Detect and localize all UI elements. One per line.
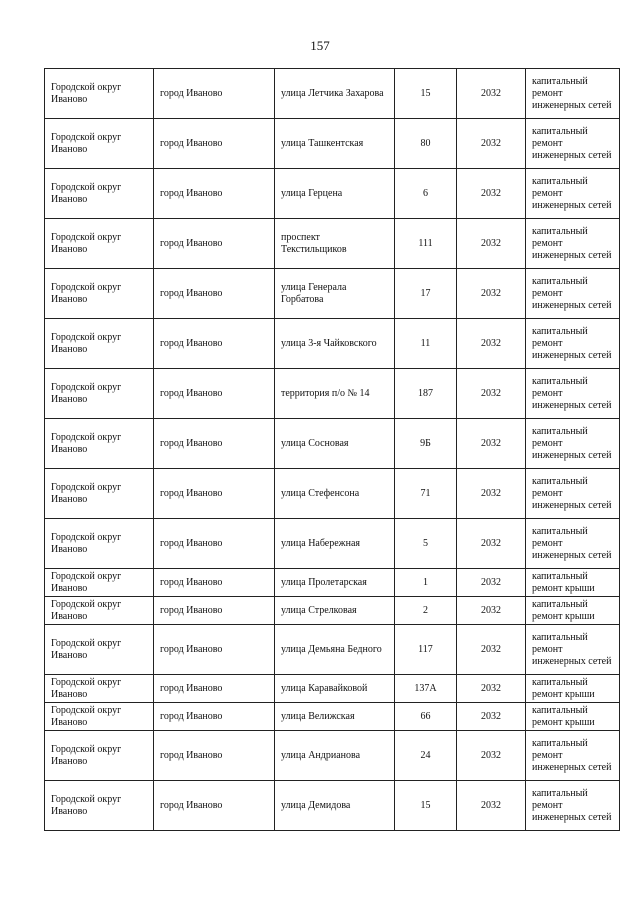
- region-cell: Городской округ Иваново: [45, 569, 154, 597]
- table-row: [45, 519, 620, 569]
- work-type-cell: капитальный ремонт крыши: [526, 675, 620, 703]
- year-cell: 2032: [457, 69, 526, 119]
- region-cell: Городской округ Иваново: [45, 469, 154, 519]
- table-row: [45, 319, 620, 369]
- registry-table: [44, 68, 620, 831]
- region-cell: Городской округ Иваново: [45, 369, 154, 419]
- city-cell: город Иваново: [154, 119, 275, 169]
- city-cell: город Иваново: [154, 675, 275, 703]
- house-number-cell: 9Б: [395, 419, 457, 469]
- region-cell: Городской округ Иваново: [45, 781, 154, 831]
- house-number-cell: 1: [395, 569, 457, 597]
- house-number-cell: 2: [395, 597, 457, 625]
- street-cell: улица Ташкентская: [275, 119, 395, 169]
- year-cell: 2032: [457, 569, 526, 597]
- street-cell: улица Герцена: [275, 169, 395, 219]
- year-cell: 2032: [457, 519, 526, 569]
- city-cell: город Иваново: [154, 569, 275, 597]
- registry-table-body: [45, 69, 620, 831]
- table-row: [45, 625, 620, 675]
- street-cell: улица Каравайковой: [275, 675, 395, 703]
- table-row: [45, 69, 620, 119]
- house-number-cell: 137А: [395, 675, 457, 703]
- house-number-cell: 17: [395, 269, 457, 319]
- city-cell: город Иваново: [154, 169, 275, 219]
- city-cell: город Иваново: [154, 597, 275, 625]
- city-cell: город Иваново: [154, 269, 275, 319]
- work-type-cell: капитальный ремонт инженерных сетей: [526, 169, 620, 219]
- year-cell: 2032: [457, 675, 526, 703]
- city-cell: город Иваново: [154, 219, 275, 269]
- work-type-cell: капитальный ремонт инженерных сетей: [526, 781, 620, 831]
- street-cell: улица 3-я Чайковского: [275, 319, 395, 369]
- year-cell: 2032: [457, 703, 526, 731]
- table-row: [45, 269, 620, 319]
- year-cell: 2032: [457, 369, 526, 419]
- street-cell: улица Пролетарская: [275, 569, 395, 597]
- city-cell: город Иваново: [154, 703, 275, 731]
- year-cell: 2032: [457, 269, 526, 319]
- table-row: [45, 675, 620, 703]
- region-cell: Городской округ Иваново: [45, 731, 154, 781]
- year-cell: 2032: [457, 731, 526, 781]
- street-cell: улица Андрианова: [275, 731, 395, 781]
- work-type-cell: капитальный ремонт инженерных сетей: [526, 625, 620, 675]
- region-cell: Городской округ Иваново: [45, 675, 154, 703]
- house-number-cell: 117: [395, 625, 457, 675]
- region-cell: Городской округ Иваново: [45, 169, 154, 219]
- table-row: [45, 169, 620, 219]
- table-row: [45, 703, 620, 731]
- table-row: [45, 731, 620, 781]
- work-type-cell: капитальный ремонт инженерных сетей: [526, 319, 620, 369]
- house-number-cell: 11: [395, 319, 457, 369]
- region-cell: Городской округ Иваново: [45, 119, 154, 169]
- house-number-cell: 24: [395, 731, 457, 781]
- region-cell: Городской округ Иваново: [45, 319, 154, 369]
- work-type-cell: капитальный ремонт инженерных сетей: [526, 469, 620, 519]
- city-cell: город Иваново: [154, 319, 275, 369]
- street-cell: улица Стефенсона: [275, 469, 395, 519]
- year-cell: 2032: [457, 219, 526, 269]
- work-type-cell: капитальный ремонт инженерных сетей: [526, 219, 620, 269]
- table-row: [45, 369, 620, 419]
- house-number-cell: 15: [395, 781, 457, 831]
- table-row: [45, 781, 620, 831]
- street-cell: улица Велижская: [275, 703, 395, 731]
- table-row: [45, 419, 620, 469]
- region-cell: Городской округ Иваново: [45, 269, 154, 319]
- region-cell: Городской округ Иваново: [45, 69, 154, 119]
- work-type-cell: капитальный ремонт инженерных сетей: [526, 519, 620, 569]
- table-row: [45, 597, 620, 625]
- region-cell: Городской округ Иваново: [45, 519, 154, 569]
- street-cell: улица Сосновая: [275, 419, 395, 469]
- page-number: 157: [310, 38, 330, 53]
- house-number-cell: 187: [395, 369, 457, 419]
- house-number-cell: 111: [395, 219, 457, 269]
- house-number-cell: 80: [395, 119, 457, 169]
- house-number-cell: 5: [395, 519, 457, 569]
- house-number-cell: 6: [395, 169, 457, 219]
- street-cell: улица Демидова: [275, 781, 395, 831]
- year-cell: 2032: [457, 469, 526, 519]
- work-type-cell: капитальный ремонт инженерных сетей: [526, 731, 620, 781]
- table-row: [45, 469, 620, 519]
- year-cell: 2032: [457, 169, 526, 219]
- city-cell: город Иваново: [154, 369, 275, 419]
- street-cell: улица Демьяна Бедного: [275, 625, 395, 675]
- street-cell: улица Летчика Захарова: [275, 69, 395, 119]
- year-cell: 2032: [457, 119, 526, 169]
- year-cell: 2032: [457, 625, 526, 675]
- city-cell: город Иваново: [154, 781, 275, 831]
- work-type-cell: капитальный ремонт инженерных сетей: [526, 269, 620, 319]
- city-cell: город Иваново: [154, 69, 275, 119]
- city-cell: город Иваново: [154, 625, 275, 675]
- year-cell: 2032: [457, 319, 526, 369]
- region-cell: Городской округ Иваново: [45, 219, 154, 269]
- street-cell: территория п/о № 14: [275, 369, 395, 419]
- year-cell: 2032: [457, 419, 526, 469]
- work-type-cell: капитальный ремонт крыши: [526, 569, 620, 597]
- region-cell: Городской округ Иваново: [45, 703, 154, 731]
- year-cell: 2032: [457, 781, 526, 831]
- city-cell: город Иваново: [154, 419, 275, 469]
- street-cell: улица Генерала Горбатова: [275, 269, 395, 319]
- street-cell: улица Набережная: [275, 519, 395, 569]
- city-cell: город Иваново: [154, 469, 275, 519]
- region-cell: Городской округ Иваново: [45, 419, 154, 469]
- house-number-cell: 71: [395, 469, 457, 519]
- city-cell: город Иваново: [154, 731, 275, 781]
- house-number-cell: 66: [395, 703, 457, 731]
- street-cell: улица Стрелковая: [275, 597, 395, 625]
- work-type-cell: капитальный ремонт крыши: [526, 703, 620, 731]
- work-type-cell: капитальный ремонт инженерных сетей: [526, 69, 620, 119]
- work-type-cell: капитальный ремонт крыши: [526, 597, 620, 625]
- work-type-cell: капитальный ремонт инженерных сетей: [526, 369, 620, 419]
- city-cell: город Иваново: [154, 519, 275, 569]
- street-cell: проспект Текстильщиков: [275, 219, 395, 269]
- work-type-cell: капитальный ремонт инженерных сетей: [526, 119, 620, 169]
- year-cell: 2032: [457, 597, 526, 625]
- work-type-cell: капитальный ремонт инженерных сетей: [526, 419, 620, 469]
- region-cell: Городской округ Иваново: [45, 597, 154, 625]
- house-number-cell: 15: [395, 69, 457, 119]
- table-row: [45, 219, 620, 269]
- table-row: [45, 119, 620, 169]
- region-cell: Городской округ Иваново: [45, 625, 154, 675]
- table-row: [45, 569, 620, 597]
